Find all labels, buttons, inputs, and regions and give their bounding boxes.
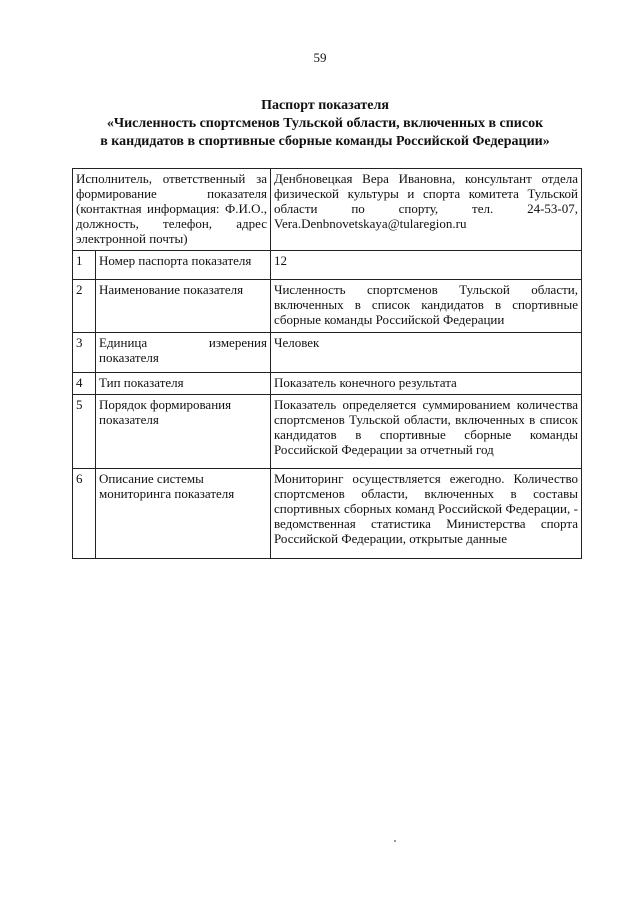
row-value: 12 — [271, 251, 582, 280]
scan-dot — [394, 840, 396, 842]
row-label — [96, 333, 271, 373]
row-label: Наименование показателя — [96, 280, 271, 333]
row-label: Номер паспорта показателя — [96, 251, 271, 280]
row-number: 4 — [73, 373, 96, 395]
table-row — [73, 280, 582, 333]
row-value: Человек — [271, 333, 582, 373]
row-label-part: Единица — [99, 335, 148, 350]
row-number: 1 — [73, 251, 96, 280]
contact-label: Исполнитель, ответственный за формирование показателя (контактная информация: Ф.И.О., должность, телефон, адрес электронной почты) — [73, 169, 271, 251]
table-row — [73, 333, 582, 373]
title-line-3: в кандидатов в спортивные сборные команды Российской Федерации» — [100, 134, 550, 149]
passport-table — [72, 168, 582, 559]
row-value: Показатель определяется суммированием количества спортсменов Тульской области, включенных в список кандидатов в спортивные сборные команды Российской Федерации за отчетный год — [271, 395, 582, 469]
row-label: Тип показателя — [96, 373, 271, 395]
table-row — [73, 395, 582, 469]
table-row — [73, 251, 582, 280]
title-line-2: «Численность спортсменов Тульской области, включенных в список — [106, 116, 544, 131]
table-row — [73, 169, 582, 251]
row-number: 3 — [73, 333, 96, 373]
row-value: Численность спортсменов Тульской области, включенных в список кандидатов в спортивные сборные команды Российской Федерации — [271, 280, 582, 333]
page-number: 59 — [313, 50, 327, 65]
row-label: Описание системы мониторинга показателя — [96, 469, 271, 559]
row-label-part: показателя — [99, 350, 159, 365]
row-label-part: измерения — [208, 335, 267, 350]
row-label: Порядок формирования показателя — [96, 395, 271, 469]
title-line-1: Паспорт показателя — [261, 98, 389, 113]
document-title — [60, 97, 590, 151]
row-value: Мониторинг осуществляется ежегодно. Количество спортсменов области, включенных в составы спортивных сборных команд Российской Федерации, - ведомственная статистика Министерства спорта Российской Федерации, открытые данные — [271, 469, 582, 559]
row-number: 6 — [73, 469, 96, 559]
row-value: Показатель конечного результата — [271, 373, 582, 395]
row-number: 2 — [73, 280, 96, 333]
contact-value: Денбновецкая Вера Ивановна, консультант отдела физической культуры и спорта комитета Тульской области по спорту, тел. 24-53-07, Vera.Denbnovetskaya@tularegion.ru — [271, 169, 582, 251]
table-row — [73, 469, 582, 559]
table-row — [73, 373, 582, 395]
row-number: 5 — [73, 395, 96, 469]
